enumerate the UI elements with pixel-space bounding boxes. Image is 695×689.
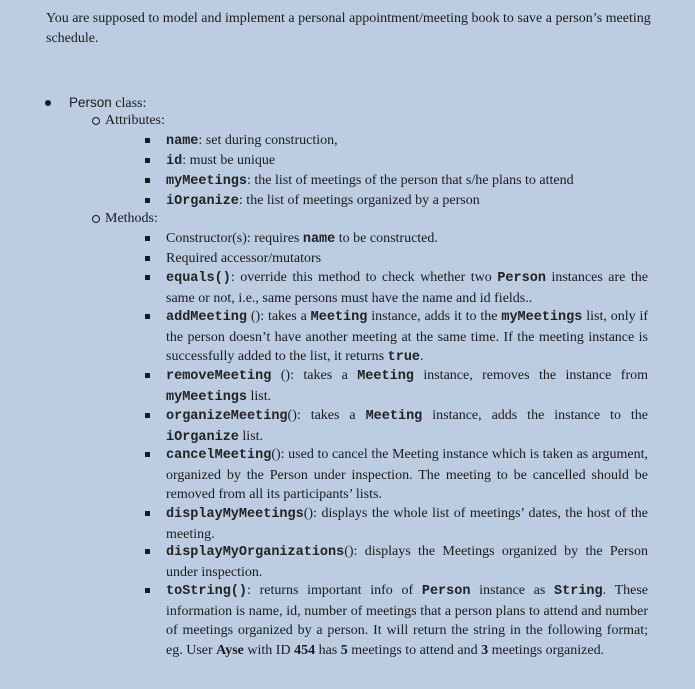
method-item-displaymymeetings: displayMyMeetings(): displays the whole list of meetings’ dates, the host of the meeting. xyxy=(145,504,648,544)
method-item-cancelmeeting: cancelMeeting(): used to cancel the Meeting instance which is taken as argument, organized by the Person under inspection. The meeting to be cancelled should be removed from all its participants’ lists. xyxy=(145,445,648,505)
method-item-tostring: toString(): returns important info of Person instance as String. These information is name, id, number of meetings that a person plans to attend and number of meetings organized by a person. It will return the string in the following format; eg. User Ayse with ID 454 has 5 meetings to attend and 3 meetings organized. xyxy=(145,581,648,660)
person-class-heading: Person class: xyxy=(69,95,147,111)
attribute-item: iOrganize: the list of meetings organized by a person xyxy=(145,191,648,212)
square-bullet-icon xyxy=(145,236,150,241)
method-item-accessors: Required accessor/mutators xyxy=(145,249,648,269)
method-item-organizemeeting: organizeMeeting(): takes a Meeting instance, adds the instance to the iOrganize list. xyxy=(145,406,648,447)
square-bullet-icon xyxy=(145,314,150,319)
square-bullet-icon xyxy=(145,413,150,418)
square-bullet-icon xyxy=(145,138,150,143)
method-item-displaymyorganizations: displayMyOrganizations(): displays the Meetings organized by the Person under inspection. xyxy=(145,542,648,582)
square-bullet-icon xyxy=(145,511,150,516)
method-item-removemeeting: removeMeeting (): takes a Meeting instance, removes the instance from myMeetings list. xyxy=(145,366,648,407)
circle-bullet-icon xyxy=(92,215,100,223)
square-bullet-icon xyxy=(145,452,150,457)
methods-heading: Methods: xyxy=(105,211,158,226)
square-bullet-icon xyxy=(145,373,150,378)
square-bullet-icon xyxy=(145,198,150,203)
attribute-item: name: set during construction, xyxy=(145,131,648,152)
square-bullet-icon xyxy=(145,549,150,554)
intro-paragraph: You are supposed to model and implement a personal appointment/meeting book to save a person’s meeting schedule. xyxy=(46,11,651,46)
method-item-addmeeting: addMeeting (): takes a Meeting instance, adds it to the myMeetings list, only if the person doesn’t have another meeting at the same time. If the meeting instance is successfully added to the list, it returns true. xyxy=(145,307,648,368)
method-item-equals: equals(): override this method to check whether two Person instances are the same or not, i.e., same persons must have the name and id fields.. xyxy=(145,268,648,308)
method-item-constructor: Constructor(s): requires name to be constructed. xyxy=(145,229,648,250)
bullet-dot-icon xyxy=(45,100,51,106)
attributes-heading: Attributes: xyxy=(105,113,165,128)
attribute-item: myMeetings: the list of meetings of the person that s/he plans to attend xyxy=(145,171,648,192)
square-bullet-icon xyxy=(145,256,150,261)
circle-bullet-icon xyxy=(92,117,100,125)
square-bullet-icon xyxy=(145,178,150,183)
square-bullet-icon xyxy=(145,275,150,280)
square-bullet-icon xyxy=(145,588,150,593)
square-bullet-icon xyxy=(145,158,150,163)
attribute-item: id: must be unique xyxy=(145,151,648,172)
